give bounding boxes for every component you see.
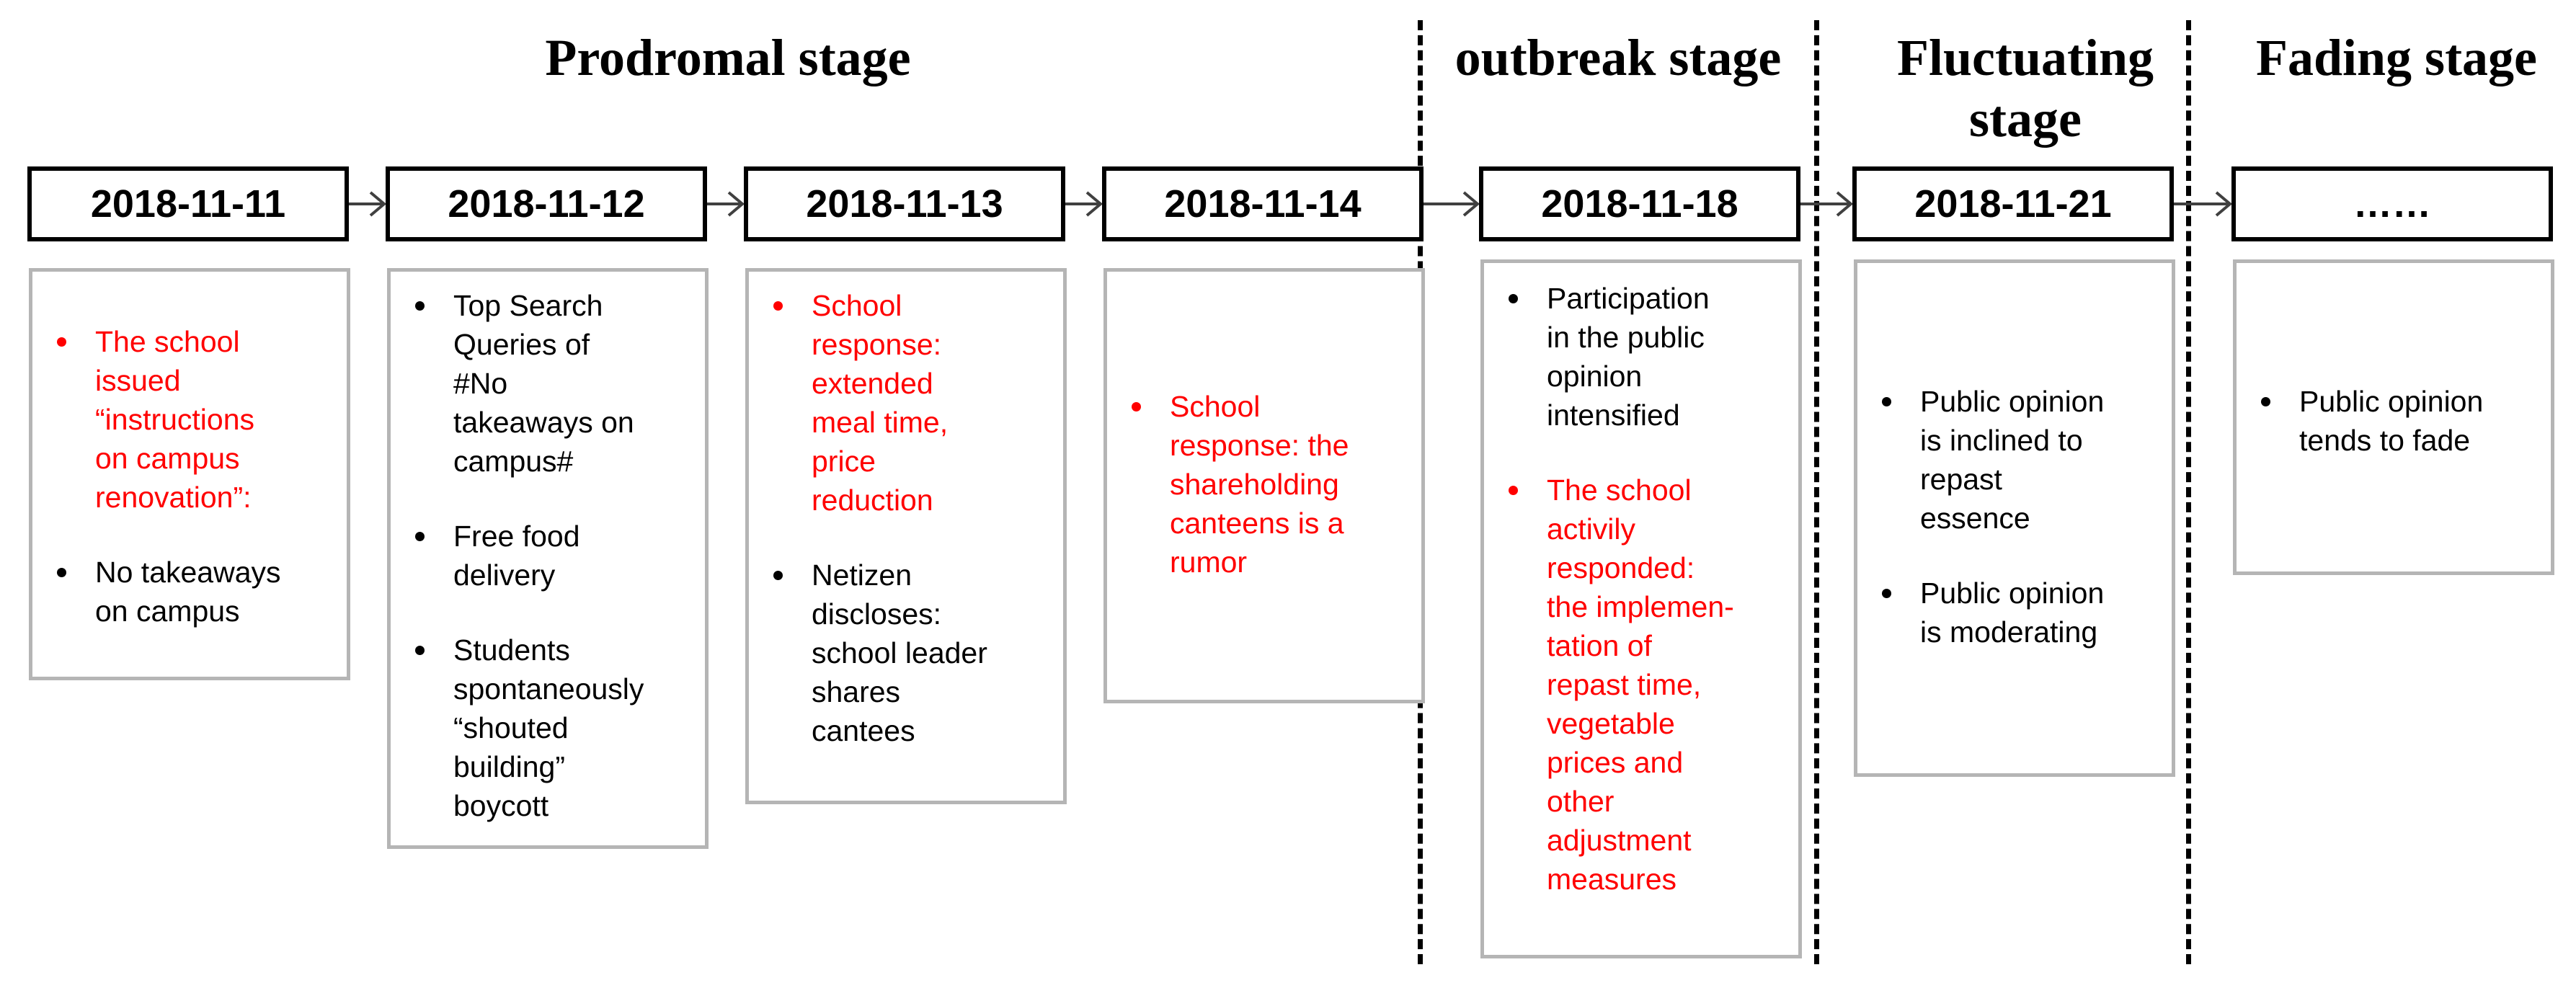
event-box — [1854, 259, 2175, 777]
date-box — [744, 166, 1065, 241]
stage-divider — [1814, 20, 1819, 964]
event-box — [745, 268, 1067, 804]
list-item — [41, 553, 339, 631]
list-item — [1866, 382, 2164, 538]
list-item — [399, 631, 698, 825]
event-text: No takeaways on campus — [95, 556, 281, 628]
bullet-icon — [57, 337, 66, 347]
event-text: Students spontaneously “shouted building” boycott — [453, 633, 644, 822]
arrow-right-icon — [1800, 181, 1852, 227]
list-item — [399, 286, 698, 481]
date-box — [1102, 166, 1424, 241]
date-label: …… — [2353, 182, 2431, 226]
event-text: School response: extended meal time, price reduction — [812, 289, 949, 517]
list-item — [1493, 279, 1791, 435]
bullet-icon — [1882, 397, 1891, 406]
event-list — [1866, 382, 2164, 651]
date-label: 2018-11-18 — [1541, 182, 1738, 226]
bullet-icon — [1132, 402, 1141, 411]
bullet-icon — [415, 301, 425, 311]
bullet-icon — [2261, 397, 2270, 406]
list-item — [758, 286, 1056, 520]
list-item — [41, 322, 339, 517]
date-label: 2018-11-13 — [806, 182, 1003, 226]
list-item — [1493, 471, 1791, 899]
event-box — [387, 268, 709, 849]
event-box — [1480, 259, 1802, 958]
bullet-icon — [415, 532, 425, 541]
bullet-icon — [1509, 294, 1518, 303]
event-text: School response: the shareholding canteens is a rumor — [1170, 390, 1349, 579]
date-box — [2231, 166, 2553, 241]
date-label: 2018-11-14 — [1164, 182, 1362, 226]
bullet-icon — [1509, 486, 1518, 495]
event-box — [29, 268, 350, 680]
bullet-icon — [57, 568, 66, 577]
event-text: The school activily responded: the implemen- tation of repast time, vegetable prices and other adjustment measures — [1547, 473, 1734, 896]
event-text: Top Search Queries of #No takeaways on campus# — [453, 289, 634, 478]
bullet-icon — [773, 301, 783, 311]
event-list — [1116, 387, 1414, 582]
arrow-right-icon — [1065, 181, 1102, 227]
bullet-icon — [773, 571, 783, 580]
event-text: Netizen discloses: school leader shares cantees — [812, 558, 987, 747]
date-box — [386, 166, 707, 241]
event-list — [2245, 382, 2544, 460]
bullet-icon — [415, 646, 425, 655]
arrow-right-icon — [2174, 181, 2231, 227]
stage-title-prodromal: Prodromal stage — [545, 29, 911, 86]
date-label: 2018-11-12 — [448, 182, 645, 226]
arrow-right-icon — [707, 181, 744, 227]
list-item — [758, 556, 1056, 750]
event-text: Public opinion tends to fade — [2299, 385, 2484, 457]
arrow-right-icon — [349, 181, 386, 227]
event-list — [399, 286, 698, 825]
date-box — [27, 166, 349, 241]
bullet-icon — [1882, 589, 1891, 598]
list-item — [2245, 382, 2544, 460]
list-item — [1866, 574, 2164, 651]
date-label: 2018-11-11 — [90, 182, 286, 226]
event-text: The school issued “instructions on campus renovation”: — [95, 325, 255, 514]
stage-title-fluctuating: Fluctuating stage — [1896, 29, 2154, 148]
date-box — [1852, 166, 2174, 241]
event-text: Participation in the public opinion intensified — [1547, 282, 1710, 432]
date-label: 2018-11-21 — [1914, 182, 2112, 226]
event-box — [2233, 259, 2554, 575]
stage-title-outbreak: outbreak stage — [1454, 29, 1782, 86]
event-list — [1493, 279, 1791, 899]
arrow-right-icon — [1424, 181, 1479, 227]
event-box — [1103, 268, 1425, 703]
date-box — [1479, 166, 1800, 241]
event-text: Public opinion is inclined to repast essence — [1920, 385, 2105, 535]
event-text: Free food delivery — [453, 520, 580, 592]
stage-title-fading: Fading stage — [2255, 29, 2538, 86]
event-text: Public opinion is moderating — [1920, 577, 2105, 649]
event-list — [41, 322, 339, 631]
stage-divider — [2186, 20, 2191, 964]
list-item — [1116, 387, 1414, 582]
event-list — [758, 286, 1056, 750]
list-item — [399, 517, 698, 595]
